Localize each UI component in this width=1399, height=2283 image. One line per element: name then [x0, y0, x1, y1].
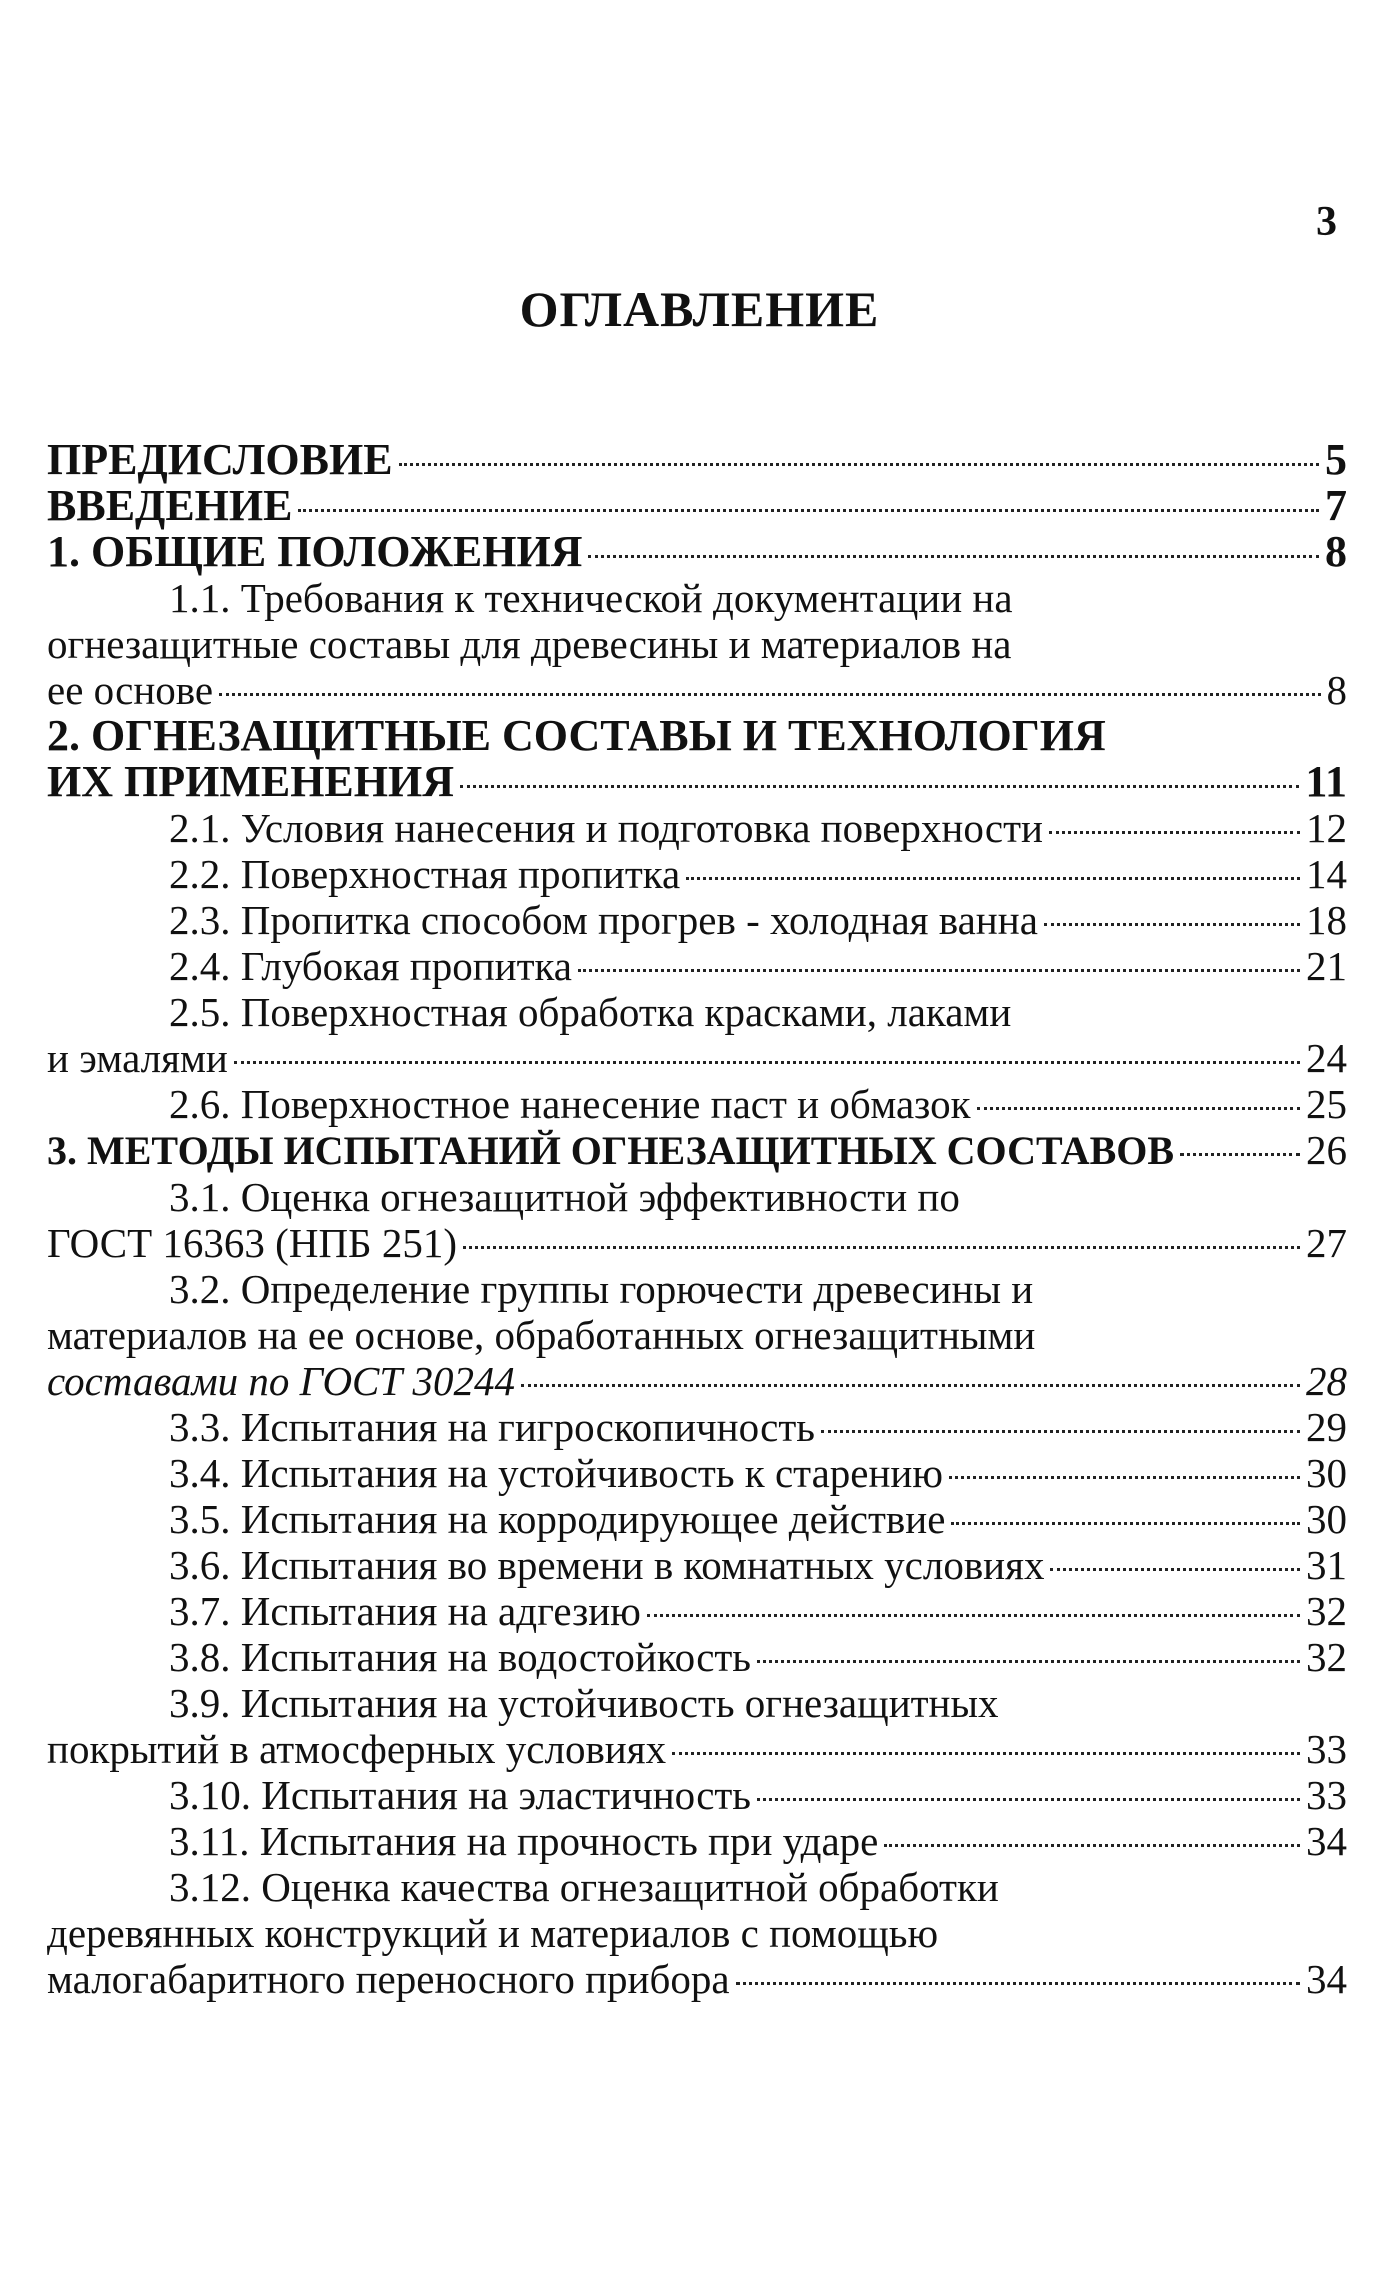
toc-entry-label: материалов на ее основе, обработанных огнезащитными [47, 1312, 1036, 1358]
toc-entry-2-3[interactable] [47, 897, 1347, 943]
toc-entry-2-6[interactable] [47, 1081, 1347, 1127]
toc-entry-label: 3.1. Оценка огнезащитной эффективности по [169, 1174, 960, 1220]
toc-page-number: 29 [1306, 1404, 1347, 1450]
toc-entry-3-7[interactable] [47, 1588, 1347, 1634]
toc-entry-label: 3.9. Испытания на устойчивость огнезащитных [169, 1680, 999, 1726]
dot-leader [884, 1844, 1300, 1847]
toc-entry-label: 3.5. Испытания на корродирующее действие [169, 1496, 946, 1542]
toc-entry-label: составами по ГОСТ 30244 [47, 1358, 515, 1404]
dot-leader [757, 1660, 1300, 1663]
dot-leader [460, 785, 1299, 788]
dot-leader [234, 1061, 1300, 1064]
toc-entry-predislovie[interactable] [47, 437, 1347, 483]
dot-leader [757, 1798, 1300, 1801]
toc-entry-label: ВВЕДЕНИЕ [47, 481, 293, 530]
toc-page-number: 33 [1306, 1726, 1347, 1772]
toc-entry-label: 2. ОГНЕЗАЩИТНЫЕ СОСТАВЫ И ТЕХНОЛОГИЯ [47, 711, 1106, 760]
toc-entry-section-2[interactable] [47, 713, 1347, 805]
toc-page-number: 18 [1306, 897, 1347, 943]
dot-leader [578, 969, 1300, 972]
toc-entry-label: 3. МЕТОДЫ ИСПЫТАНИЙ ОГНЕЗАЩИТНЫХ СОСТАВОВ [47, 1128, 1175, 1173]
dot-leader [521, 1384, 1300, 1387]
toc-entry-3-5[interactable] [47, 1496, 1347, 1542]
toc-page-number: 32 [1306, 1588, 1347, 1634]
page-number: 3 [1316, 199, 1337, 245]
toc-page-number: 25 [1306, 1081, 1347, 1127]
dot-leader [588, 555, 1319, 558]
toc-entry-line [47, 1358, 1347, 1404]
toc-entry-label: 2.6. Поверхностное нанесение паст и обмазок [169, 1081, 971, 1127]
dot-leader [686, 877, 1300, 880]
toc-page-number: 32 [1306, 1634, 1347, 1680]
toc-entry-3-2[interactable] [47, 1266, 1347, 1404]
toc-entry-line [47, 1910, 1347, 1956]
toc-page-number: 8 [1326, 667, 1347, 713]
toc-page-number: 7 [1325, 481, 1347, 530]
toc-entry-3-9[interactable] [47, 1680, 1347, 1772]
dot-leader [298, 509, 1319, 512]
toc-entry-line [47, 989, 1347, 1035]
dot-leader [1050, 1568, 1300, 1571]
toc-entry-label: 3.4. Испытания на устойчивость к старению [169, 1450, 943, 1496]
toc-page-number: 30 [1306, 1450, 1347, 1496]
toc-entry-label: покрытий в атмосферных условиях [47, 1726, 667, 1772]
dot-leader [977, 1107, 1300, 1110]
toc-entry-label: 2.2. Поверхностная пропитка [169, 851, 681, 897]
dot-leader [1049, 831, 1300, 834]
toc-entry-line [47, 667, 1347, 713]
toc-entry-line [47, 1312, 1347, 1358]
toc-entry-label: 3.2. Определение группы горючести древесины и [169, 1266, 1034, 1312]
toc-entry-3-12[interactable] [47, 1864, 1347, 2002]
dot-leader [399, 463, 1319, 466]
toc-entry-vvedenie[interactable] [47, 483, 1347, 529]
toc-entry-3-10[interactable] [47, 1772, 1347, 1818]
toc-entry-label: малогабаритного переносного прибора [47, 1956, 730, 2002]
toc-entry-3-3[interactable] [47, 1404, 1347, 1450]
toc-entry-2-1[interactable] [47, 805, 1347, 851]
toc-entry-line [47, 1220, 1347, 1266]
toc-entry-line [47, 1956, 1347, 2002]
toc-entry-label: 1.1. Требования к технической документации на [169, 575, 1013, 621]
dot-leader [1044, 923, 1300, 926]
toc-entry-line [47, 1174, 1347, 1220]
toc-entry-2-2[interactable] [47, 851, 1347, 897]
toc-entry-label: огнезащитные составы для древесины и материалов на [47, 621, 1012, 667]
toc-entry-label: 3.10. Испытания на эластичность [169, 1772, 752, 1818]
toc-entry-section-1[interactable] [47, 529, 1347, 575]
toc-entry-label: 3.11. Испытания на прочность при ударе [169, 1818, 879, 1864]
dot-leader [463, 1246, 1300, 1249]
toc-page-number: 34 [1306, 1818, 1347, 1864]
toc-entry-3-8[interactable] [47, 1634, 1347, 1680]
toc-entry-label: ГОСТ 16363 (НПБ 251) [47, 1220, 457, 1266]
toc-entry-line [47, 713, 1347, 759]
toc-entry-label: 3.8. Испытания на водостойкость [169, 1634, 752, 1680]
toc-page-number: 26 [1306, 1127, 1347, 1173]
toc-entry-label: 2.4. Глубокая пропитка [169, 943, 572, 989]
toc-page-number: 11 [1305, 757, 1347, 806]
toc-entry-label: 2.1. Условия нанесения и подготовка поверхности [169, 805, 1043, 851]
toc-entry-3-6[interactable] [47, 1542, 1347, 1588]
toc-page-number: 28 [1306, 1358, 1347, 1404]
toc-entry-label: ее основе [47, 667, 214, 713]
dot-leader [647, 1614, 1300, 1617]
table-of-contents [47, 437, 1347, 2002]
toc-entry-line [47, 1680, 1347, 1726]
toc-entry-label: 1. ОБЩИЕ ПОЛОЖЕНИЯ [47, 527, 583, 576]
toc-page-number: 12 [1306, 805, 1347, 851]
dot-leader [821, 1430, 1300, 1433]
toc-entry-line [47, 1035, 1347, 1081]
toc-entry-label: ИХ ПРИМЕНЕНИЯ [47, 757, 454, 806]
toc-entry-label: и эмалями [47, 1035, 228, 1081]
toc-entry-label: 3.6. Испытания во времени в комнатных условиях [169, 1542, 1045, 1588]
toc-entry-3-4[interactable] [47, 1450, 1347, 1496]
toc-entry-label: ПРЕДИСЛОВИЕ [47, 435, 393, 484]
toc-entry-2-5[interactable] [47, 989, 1347, 1081]
toc-entry-3-1[interactable] [47, 1174, 1347, 1266]
toc-entry-line [47, 621, 1347, 667]
toc-entry-line [47, 575, 1347, 621]
dot-leader [949, 1476, 1300, 1479]
toc-entry-label: 2.5. Поверхностная обработка красками, лаками [169, 989, 1012, 1035]
toc-entry-label: 3.12. Оценка качества огнезащитной обработки [169, 1864, 999, 1910]
toc-page-number: 30 [1306, 1496, 1347, 1542]
toc-entry-label: 3.7. Испытания на адгезию [169, 1588, 641, 1634]
toc-page-number: 34 [1306, 1956, 1347, 2002]
dot-leader [951, 1522, 1300, 1525]
toc-entry-line [47, 759, 1347, 805]
page-title: ОГЛАВЛЕНИЕ [519, 281, 880, 337]
toc-page-number: 5 [1325, 435, 1347, 484]
toc-entry-label: 2.3. Пропитка способом прогрев - холодная ванна [169, 897, 1038, 943]
toc-entry-1-1[interactable] [47, 575, 1347, 713]
toc-entry-2-4[interactable] [47, 943, 1347, 989]
toc-entry-line [47, 1266, 1347, 1312]
toc-entry-line [47, 1726, 1347, 1772]
toc-entry-label: деревянных конструкций и материалов с помощью [47, 1910, 939, 1956]
toc-entry-label: 3.3. Испытания на гигроскопичность [169, 1404, 815, 1450]
toc-entry-line [47, 1864, 1347, 1910]
toc-page-number: 21 [1306, 943, 1347, 989]
toc-page-number: 24 [1306, 1035, 1347, 1081]
toc-entry-3-11[interactable] [47, 1818, 1347, 1864]
toc-page-number: 33 [1306, 1772, 1347, 1818]
toc-entry-section-3[interactable] [47, 1127, 1347, 1174]
toc-page-number: 27 [1306, 1220, 1347, 1266]
dot-leader [672, 1752, 1300, 1755]
toc-page-number: 8 [1325, 527, 1347, 576]
dot-leader [1180, 1153, 1300, 1156]
dot-leader [736, 1982, 1300, 1985]
dot-leader [219, 693, 1320, 696]
toc-page-number: 14 [1306, 851, 1347, 897]
toc-page-number: 31 [1306, 1542, 1347, 1588]
